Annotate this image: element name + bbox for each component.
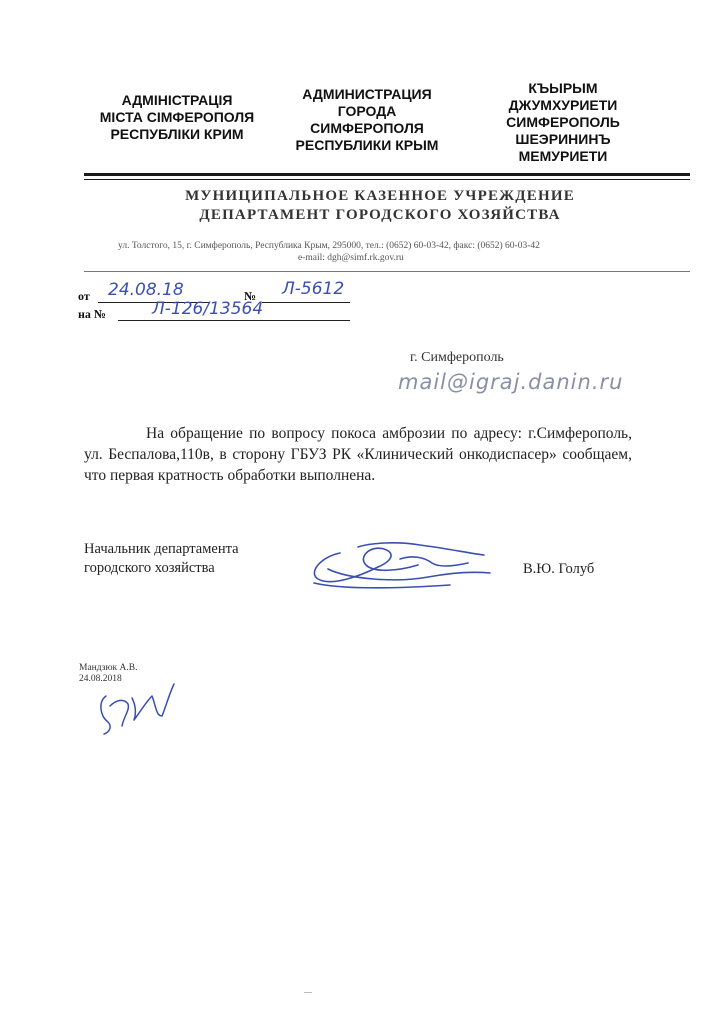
letterhead-ua-line: АДМІНІСТРАЦІЯ — [121, 92, 233, 108]
scan-mark — [304, 992, 312, 993]
letterhead-ct-line: ДЖУМХУРИЕТИ — [508, 97, 618, 113]
from-label: от — [78, 289, 90, 303]
letterhead-ct-line: СИМФЕРОПОЛЬ — [506, 114, 620, 130]
signatory-title-line1: Начальник департамента — [84, 541, 239, 557]
number-underline — [262, 302, 350, 303]
letterhead-ct-line: ШЕЭРИНИНЪ — [515, 131, 611, 147]
letterhead-ct-line: МЕМУРИЕТИ — [518, 148, 608, 164]
letterhead-ru-line: АДМИНИСТРАЦИЯ — [302, 86, 432, 102]
handwritten-to-number: Л-126/13564 — [152, 299, 264, 319]
letterhead-ru-line: ГОРОДА — [337, 103, 397, 119]
letterhead-ru-line: РЕСПУБЛИКИ КРЫМ — [295, 137, 439, 153]
executor-initials-image — [92, 676, 182, 736]
letterhead-ua-line: МІСТА СІМФЕРОПОЛЯ — [99, 109, 255, 125]
handwritten-recipient-email: mail@igraj.danin.ru — [398, 370, 624, 394]
organization-email: e-mail: dgh@simf.rk.gov.ru — [298, 253, 404, 263]
header-rule-thin — [84, 179, 690, 180]
handwritten-date: 24.08.18 — [108, 280, 184, 300]
organization-line2: ДЕПАРТАМЕНТ ГОРОДСКОГО ХОЗЯЙСТВА — [199, 207, 561, 223]
handwritten-number: Л-5612 — [282, 279, 345, 299]
executor-name: Мандзюк А.В. — [79, 663, 138, 673]
address-rule — [84, 271, 690, 272]
number-label: № — [244, 289, 257, 303]
letterhead-russian — [282, 86, 452, 154]
header-rule-thick — [84, 173, 690, 176]
letterhead-ukrainian — [92, 92, 262, 143]
letterhead-ua-line: РЕСПУБЛІКИ КРИМ — [110, 126, 244, 142]
letter-body — [84, 423, 632, 486]
to-number-underline — [118, 320, 350, 321]
recipient-city-partial — [410, 350, 504, 367]
letterhead-ct-line: КЪЫРЫМ — [528, 80, 598, 96]
letterhead-ru-line: СИМФЕРОПОЛЯ — [310, 120, 424, 136]
signature-image — [300, 535, 500, 595]
recipient-city-text: г. Симферополь — [410, 350, 504, 365]
organization-line1: МУНИЦИПАЛЬНОЕ КАЗЕННОЕ УЧРЕЖДЕНИЕ — [185, 188, 575, 204]
executor-date: 24.08.2018 — [79, 674, 122, 684]
letter-paragraph: На обращение по вопросу покоса амброзии по адресу: г.Симферополь, ул. Беспалова,110в, в сторону ГБУЗ РК «Клинический онкодиспасер» сообщаем, что первая кратность обработки выполнена. — [84, 425, 632, 484]
signatory-name: В.Ю. Голуб — [523, 561, 595, 577]
organization-address: ул. Толстого, 15, г. Симферополь, Республика Крым, 295000, тел.: (0652) 60-03-42, факс: (0652) 60-03-42 — [118, 241, 540, 251]
to-number-label: на № — [78, 307, 106, 321]
signatory-title-line2: городского хозяйства — [84, 560, 215, 576]
letterhead-crimean-tatar — [478, 80, 648, 165]
